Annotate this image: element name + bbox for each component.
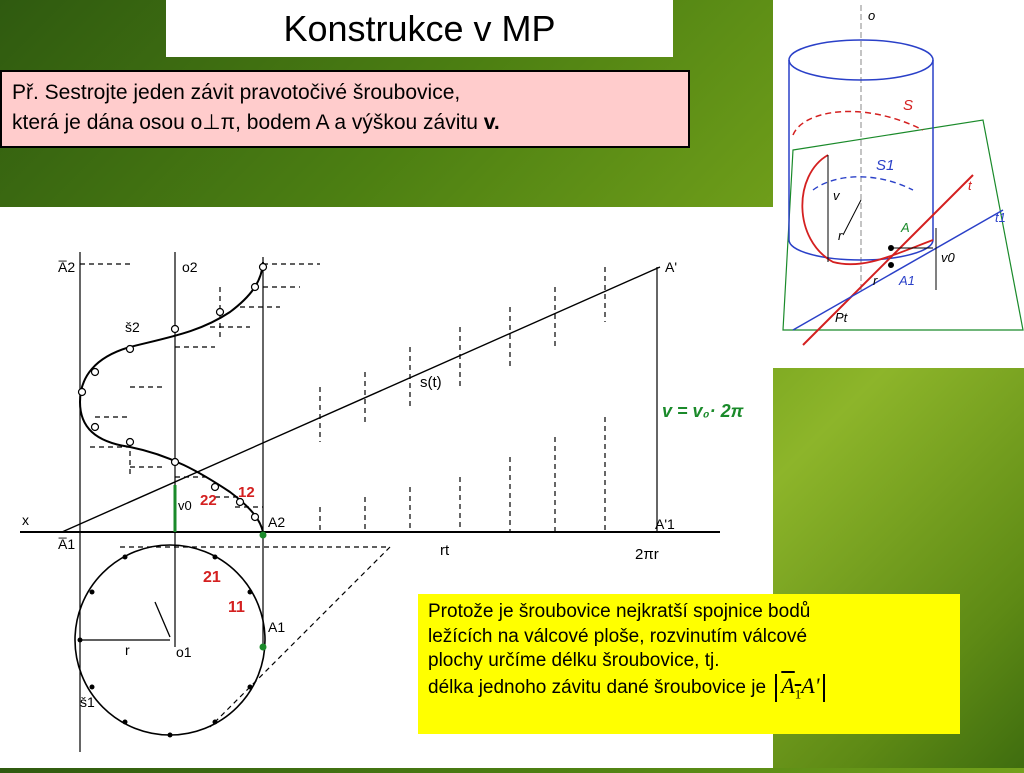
helix-front-projection <box>80 262 263 532</box>
label-r2-3d: r <box>873 273 878 288</box>
label-A2: A2 <box>268 514 286 530</box>
label-o: o <box>868 8 876 23</box>
label-A1: A1 <box>268 619 286 635</box>
point-A1 <box>888 262 894 268</box>
label-v0-3d: v0 <box>941 250 955 265</box>
formula-A-prime: A' <box>801 673 820 699</box>
label-o1: o1 <box>176 644 192 660</box>
label-A-prime: A' <box>665 259 678 275</box>
label-A1bar: A̅1 <box>58 536 76 552</box>
label-x: x <box>22 512 29 528</box>
label-o2: o2 <box>182 259 198 275</box>
label-t1: t1 <box>995 210 1006 225</box>
label-t: t <box>968 178 972 193</box>
label-st: s(t) <box>420 374 442 391</box>
label-r: r <box>125 642 130 658</box>
length-formula <box>775 674 825 702</box>
note-line-4 <box>428 674 950 702</box>
note-line-1: Protože je šroubovice nejkratší spojnice bodů <box>428 601 811 622</box>
explanation-note <box>418 594 960 734</box>
label-1-1: 11 <box>228 599 245 616</box>
task-line-2-prefix: která je dána osou o <box>12 111 203 135</box>
note-line-4-text: délka jednoho závitu dané šroubovice je <box>428 676 767 698</box>
label-v: v <box>833 188 840 203</box>
label-v0: v0 <box>178 498 192 513</box>
curve-points <box>79 264 267 521</box>
note-line-3: plochy určíme délku šroubovice, tj. <box>428 650 720 672</box>
radius-3d <box>843 200 861 235</box>
label-s2: š2 <box>125 319 140 335</box>
formula-A: A <box>781 673 795 699</box>
label-A-3d: A <box>901 220 910 235</box>
label-A1-3d: A1 <box>899 273 915 288</box>
task-line-1: Př. Sestrojte jeden závit pravotočivé šroubovice, <box>12 81 461 104</box>
label-rt: rt <box>440 542 450 559</box>
note-line-2: ležících na válcové ploše, rozvinutím válcové <box>428 625 808 647</box>
task-line-2-mid: , bodem A a výškou závitu <box>235 111 484 135</box>
helix-back <box>793 111 923 135</box>
label-v-formula: v = v₀· 2π <box>662 401 744 421</box>
label-S: S <box>903 97 914 114</box>
point-A1-marker <box>260 644 267 651</box>
radius-line-2 <box>155 602 170 637</box>
label-2-1: 21 <box>203 569 221 586</box>
tangent-t1 <box>793 210 1003 330</box>
task-line-2-bold: v. <box>483 111 500 135</box>
circle-points <box>78 555 253 738</box>
task-statement <box>0 70 690 148</box>
point-A2-marker <box>260 532 267 539</box>
slide-title: Konstrukce v MP <box>166 0 673 57</box>
helix-3d-figure <box>773 0 1024 368</box>
label-s1: š1 <box>80 694 95 710</box>
label-r-3d: r <box>838 228 843 243</box>
label-2-2: 22 <box>200 492 217 509</box>
label-S1: S1 <box>876 157 895 174</box>
label-A2bar: A̅2 <box>58 259 76 275</box>
label-2pir: 2πr <box>635 546 659 563</box>
label-Pt: Pt <box>835 310 848 325</box>
perpendicular-symbol: ⊥π <box>202 111 236 135</box>
helix-3d-drawing <box>773 0 1024 368</box>
formula-sub: 1 <box>794 686 802 702</box>
label-A1-prime: A'1 <box>655 516 675 532</box>
point-A <box>888 245 894 251</box>
tangent-dash-2 <box>210 547 390 727</box>
developed-helix-line <box>62 267 660 532</box>
label-1-2: 12 <box>238 484 255 501</box>
